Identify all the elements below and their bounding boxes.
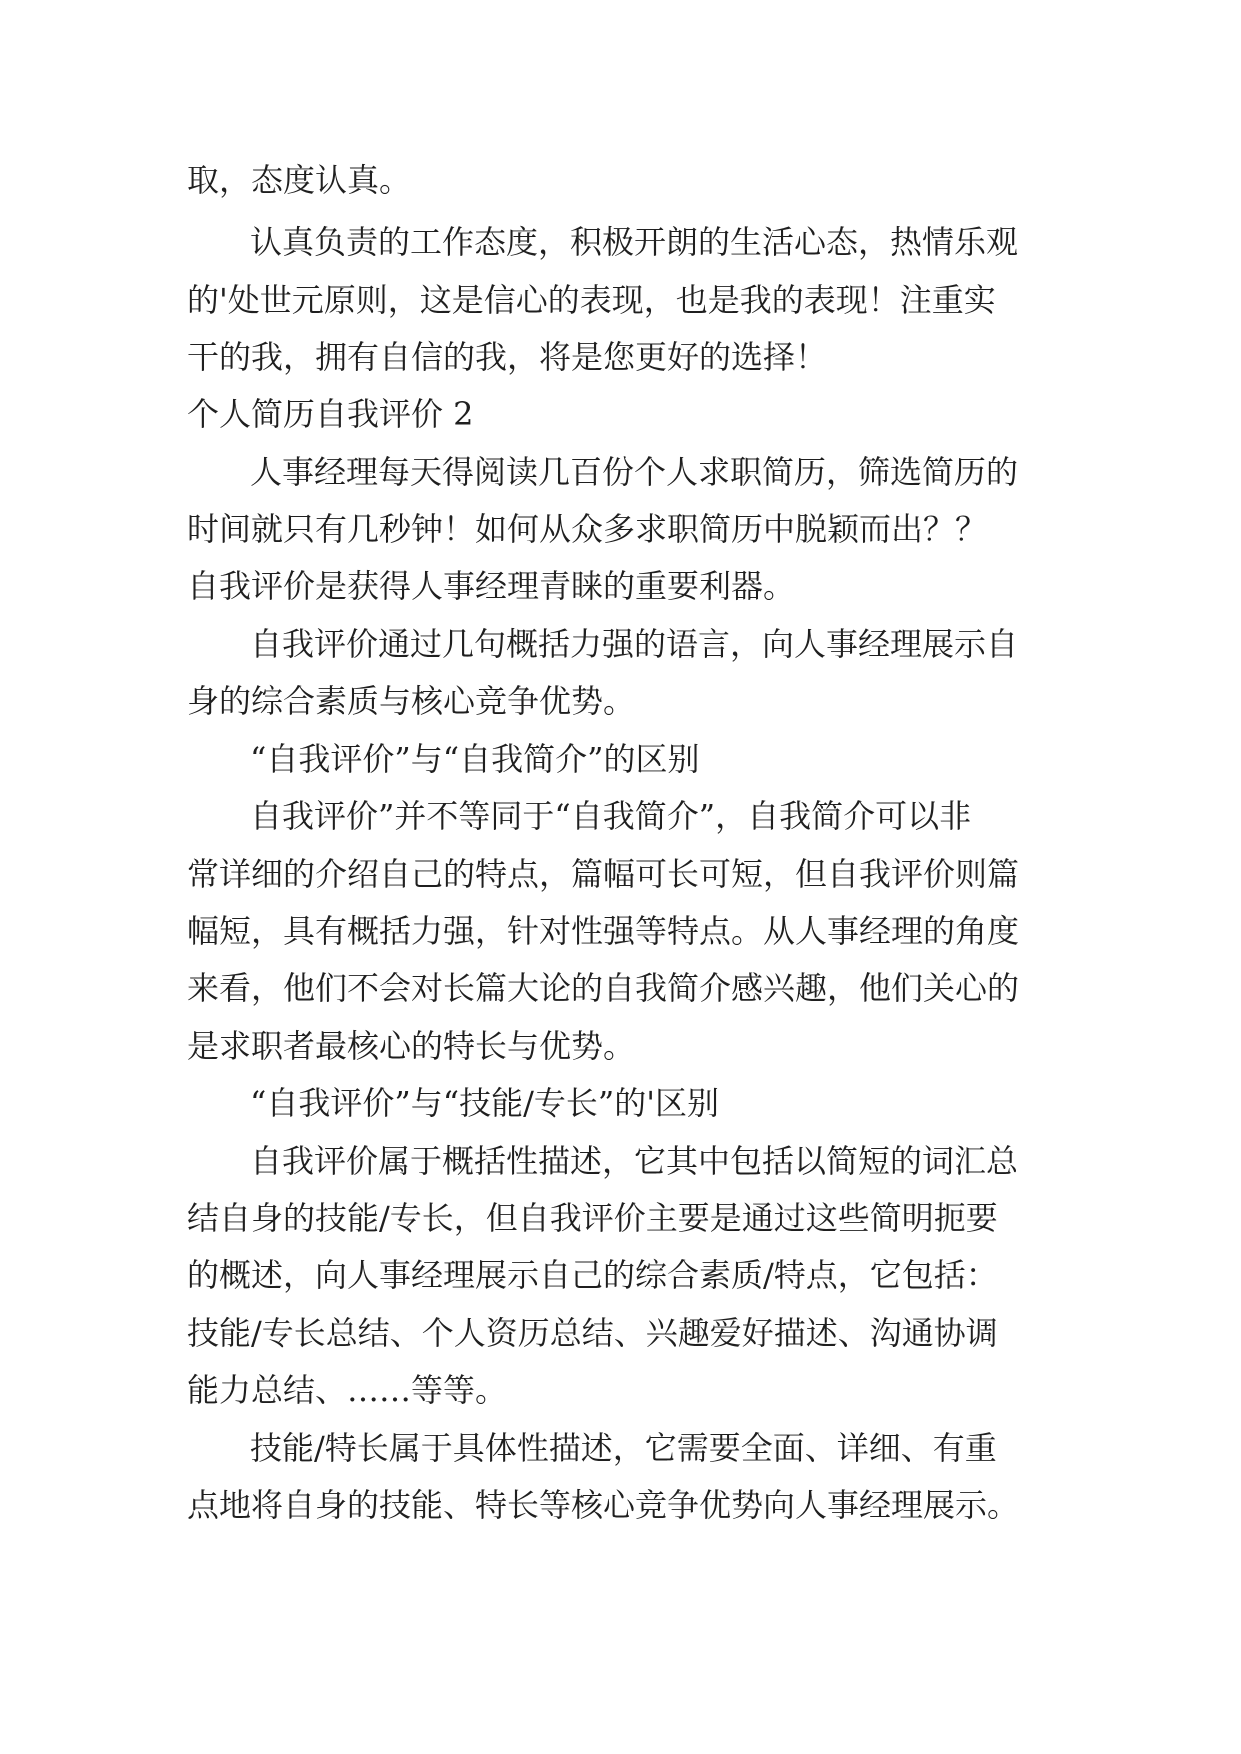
text-line: 常详细的介绍自己的特点，篇幅可长可短，但自我评价则篇 bbox=[187, 855, 1020, 893]
text-line: 干的我，拥有自信的我，将是您更好的选择！ bbox=[187, 338, 828, 376]
subheading: “自我评价”与“自我简介”的区别 bbox=[250, 740, 700, 778]
text-line: 自我评价通过几句概括力强的语言，向人事经理展示自 bbox=[250, 625, 1019, 663]
text-line: 认真负责的工作态度，积极开朗的生活心态，热情乐观 bbox=[250, 223, 1019, 261]
text-line: 来看，他们不会对长篇大论的自我简介感兴趣，他们关心的 bbox=[187, 969, 1020, 1007]
text-line: 的概述，向人事经理展示自己的综合素质/特点，它包括： bbox=[187, 1256, 998, 1294]
section-heading: 个人简历自我评价 2 bbox=[187, 395, 474, 433]
text-line: 的'处世元原则，这是信心的表现，也是我的表现！注重实 bbox=[187, 281, 996, 319]
text-line: 技能/专长总结、个人资历总结、兴趣爱好描述、沟通协调 bbox=[187, 1314, 998, 1352]
text-line: 身的综合素质与核心竞争优势。 bbox=[187, 682, 636, 720]
text-line: 人事经理每天得阅读几百份个人求职简历，筛选简历的 bbox=[250, 453, 1019, 491]
text-line: 点地将自身的技能、特长等核心竞争优势向人事经理展示。 bbox=[187, 1486, 1020, 1524]
text-line: 结自身的技能/专长，但自我评价主要是通过这些简明扼要 bbox=[187, 1199, 998, 1237]
text-line: 取，态度认真。 bbox=[187, 161, 412, 199]
text-line: 是求职者最核心的特长与优势。 bbox=[187, 1027, 636, 1065]
text-line: 技能/特长属于具体性描述，它需要全面、详细、有重 bbox=[250, 1429, 997, 1467]
subheading: “自我评价”与“技能/专长”的'区别 bbox=[250, 1084, 720, 1122]
text-line: 能力总结、……等等。 bbox=[187, 1371, 508, 1409]
text-line: 幅短，具有概括力强，针对性强等特点。从人事经理的角度 bbox=[187, 912, 1020, 950]
text-line: 自我评价”并不等同于“自我简介”，自我简介可以非 bbox=[250, 797, 972, 835]
text-line: 自我评价属于概括性描述，它其中包括以简短的词汇总 bbox=[250, 1142, 1019, 1180]
text-line: 时间就只有几秒钟！如何从众多求职简历中脱颖而出？？ bbox=[187, 510, 988, 548]
text-line: 自我评价是获得人事经理青睐的重要利器。 bbox=[187, 567, 796, 605]
